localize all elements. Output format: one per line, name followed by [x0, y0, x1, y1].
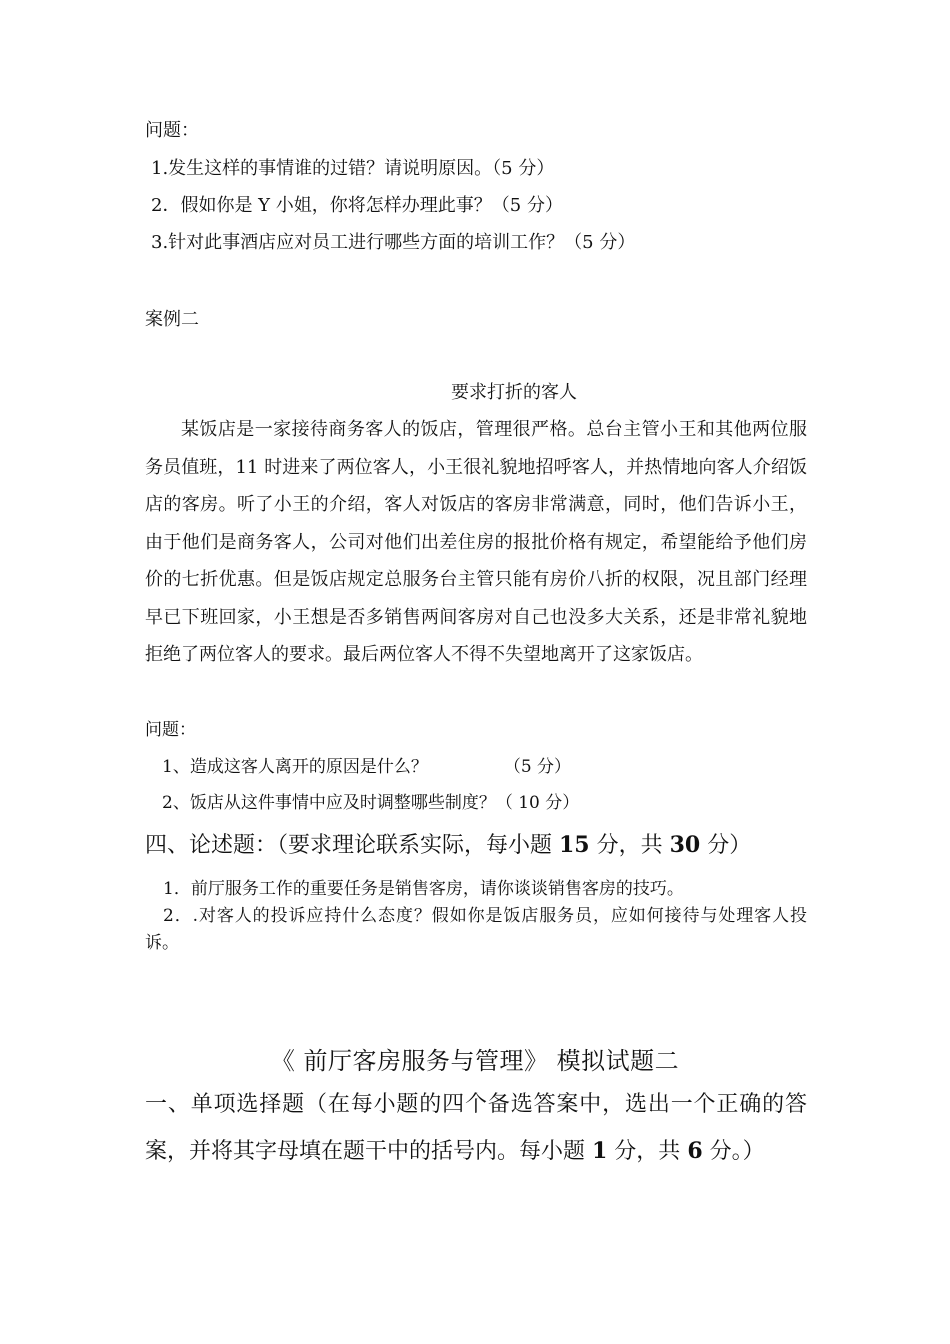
- case1-question-3: 3.针对此事酒店应对员工进行哪些方面的培训工作？（5 分）: [151, 232, 636, 253]
- section4-item-1: 1．前厅服务工作的重要任务是销售客房，请你谈谈销售客房的技巧。: [163, 879, 684, 899]
- case2-question-1-text: 1、造成这客人离开的原因是什么？: [162, 757, 428, 777]
- case2-body: 某饭店是一家接待商务客人的饭店，管理很严格。总台主管小王和其他两位服务员值班，11 时进来了两位客人，小王很礼貌地招呼客人，并热情地向客人介绍饭店的客房。听了小王的介绍，客人对饭店的客房非常满意，同时，他们告诉小王，由于他们是商务客人，公司对他们出差住房的报批价格有规定，希望能给予他们房价的七折优惠。但是饭店规定总服务台主管只能有房价八折的权限，况且部门经理早已下班回家，小王想是否多销售两间客房对自己也没多大关系，还是非常礼貌地拒绝了两位客人的要求。最后两位客人不得不失望地离开了这家饭店。: [145, 419, 807, 665]
- case2-question-1: [162, 759, 571, 776]
- exam2-section1-heading: [145, 1081, 807, 1175]
- section4-item-2: 2．.对客人的投诉应持什么态度？假如你是饭店服务员，应如何接待与处理客人投诉。: [145, 906, 807, 953]
- exam2-section1-total-score: 6: [687, 1138, 703, 1164]
- case2-questions-label: 问题：: [145, 720, 196, 740]
- case1-question-2: 2．假如你是 Y 小姐，你将怎样办理此事？（5 分）: [151, 195, 563, 216]
- case1-question-1: 1.发生这样的事情谁的过错？请说明原因。（5 分）: [151, 158, 555, 179]
- case1-questions-label: 问题：: [145, 120, 199, 141]
- exam2-section1-part-e: 分。）: [702, 1139, 765, 1164]
- section4-per-question-score: 15: [559, 832, 590, 858]
- exam2-section1-per-question-score: 1: [592, 1138, 608, 1164]
- section4-heading: [145, 834, 751, 857]
- section4-total-score: 30: [669, 832, 701, 858]
- section4-heading-part-c: 分，共: [589, 833, 670, 858]
- case2-question-1-score: （5 分）: [503, 757, 572, 777]
- exam2-title: 《 前厅客房服务与管理》 模拟试题二: [270, 1047, 680, 1075]
- exam2-section1-part-a: 一、单项选择题（在每小题的四个备选答案中，选出一个正确的答案，并将其字母填在题干中的括号内。每小题: [145, 1092, 807, 1164]
- section4-heading-part-e: 分）: [700, 833, 752, 858]
- section4-items: [145, 876, 807, 957]
- case2-title: 要求打折的客人: [451, 382, 577, 403]
- section4-heading-part-a: 四、论述题：（要求理论联系实际，每小题: [145, 833, 559, 858]
- case2-question-2: 2、饭店从这件事情中应及时调整哪些制度？（ 10 分）: [162, 793, 580, 813]
- exam2-section1-part-c: 分，共: [607, 1139, 688, 1164]
- case2-heading: 案例二: [145, 309, 199, 330]
